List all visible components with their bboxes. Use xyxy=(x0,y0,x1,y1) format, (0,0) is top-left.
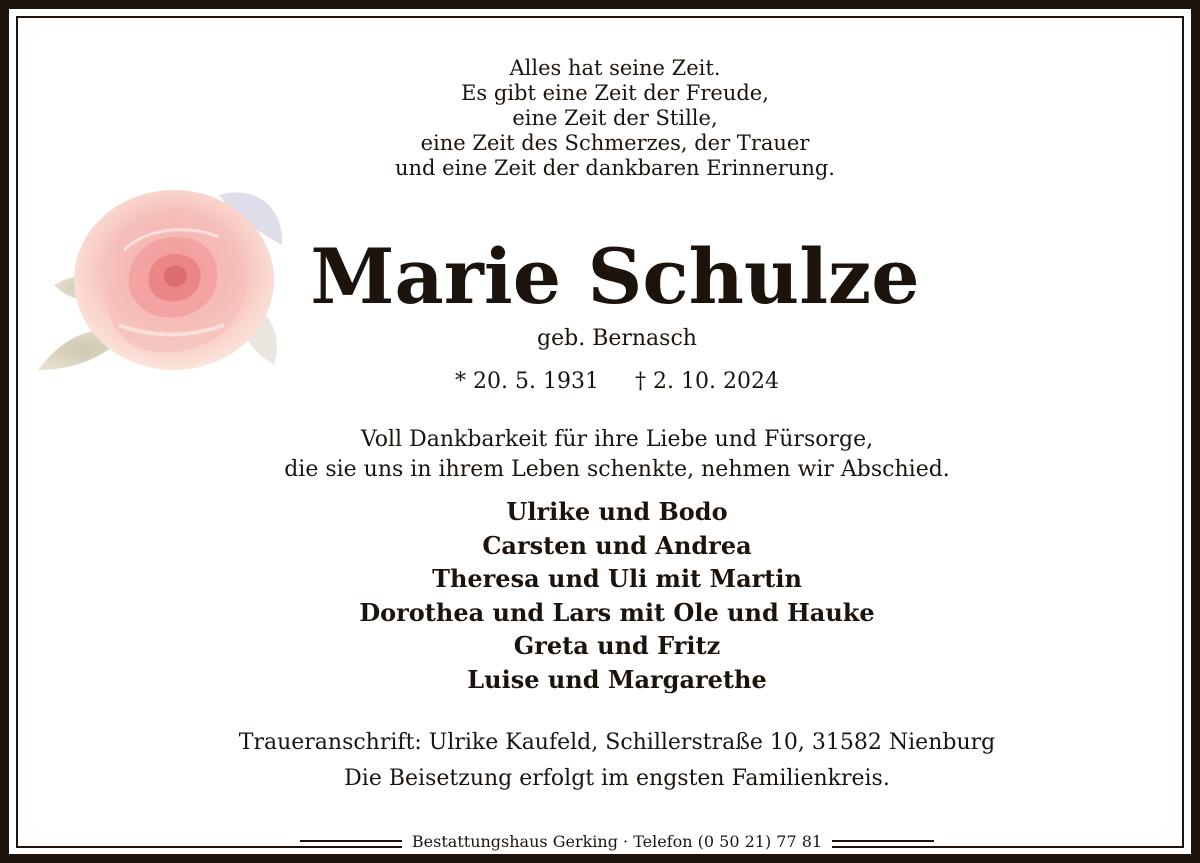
thanks-line: die sie uns in ihrem Leben schenkte, nehmen wir Abschied. xyxy=(284,457,950,482)
family-member: Dorothea und Lars mit Ole und Hauke xyxy=(359,597,875,627)
footer-rule-left xyxy=(300,840,402,842)
family-member: Ulrike und Bodo xyxy=(506,497,728,526)
thanks-line: Voll Dankbarkeit für ihre Liebe und Fürsorge, xyxy=(360,427,874,452)
deceased-name: Marie Schulze xyxy=(310,232,920,321)
thanks-text xyxy=(200,425,1034,485)
birth-date: * 20. 5. 1931 xyxy=(455,369,599,394)
poem-line: eine Zeit des Schmerzes, der Trauer xyxy=(420,131,810,155)
address-block xyxy=(150,725,1084,797)
family-member: Greta und Fritz xyxy=(513,631,721,661)
death-date: † 2. 10. 2024 xyxy=(635,369,779,394)
burial-note: Die Beisetzung erfolgt im engsten Familienkreis. xyxy=(344,766,890,791)
family-member: Luise und Margarethe xyxy=(467,664,767,694)
funeral-home-contact: Bestattungshaus Gerking · Telefon (0 50 21) 77 81 xyxy=(402,832,832,851)
poem-line: Es gibt eine Zeit der Freude, xyxy=(461,81,769,105)
birth-name: geb. Bernasch xyxy=(537,326,697,351)
footer-rule-right xyxy=(832,840,934,842)
poem-line: eine Zeit der Stille, xyxy=(512,106,718,130)
footer xyxy=(300,828,934,854)
poem-line: und eine Zeit der dankbaren Erinnerung. xyxy=(395,156,835,180)
poem xyxy=(300,56,930,181)
mourning-address: Traueranschrift: Ulrike Kaufeld, Schillerstraße 10, 31582 Nienburg xyxy=(238,730,996,755)
family-list xyxy=(250,495,984,697)
life-dates xyxy=(417,368,817,396)
family-member: Carsten und Andrea xyxy=(482,530,752,560)
family-member: Theresa und Uli mit Martin xyxy=(432,564,802,594)
poem-line: Alles hat seine Zeit. xyxy=(509,56,721,80)
rose-image xyxy=(34,175,286,380)
